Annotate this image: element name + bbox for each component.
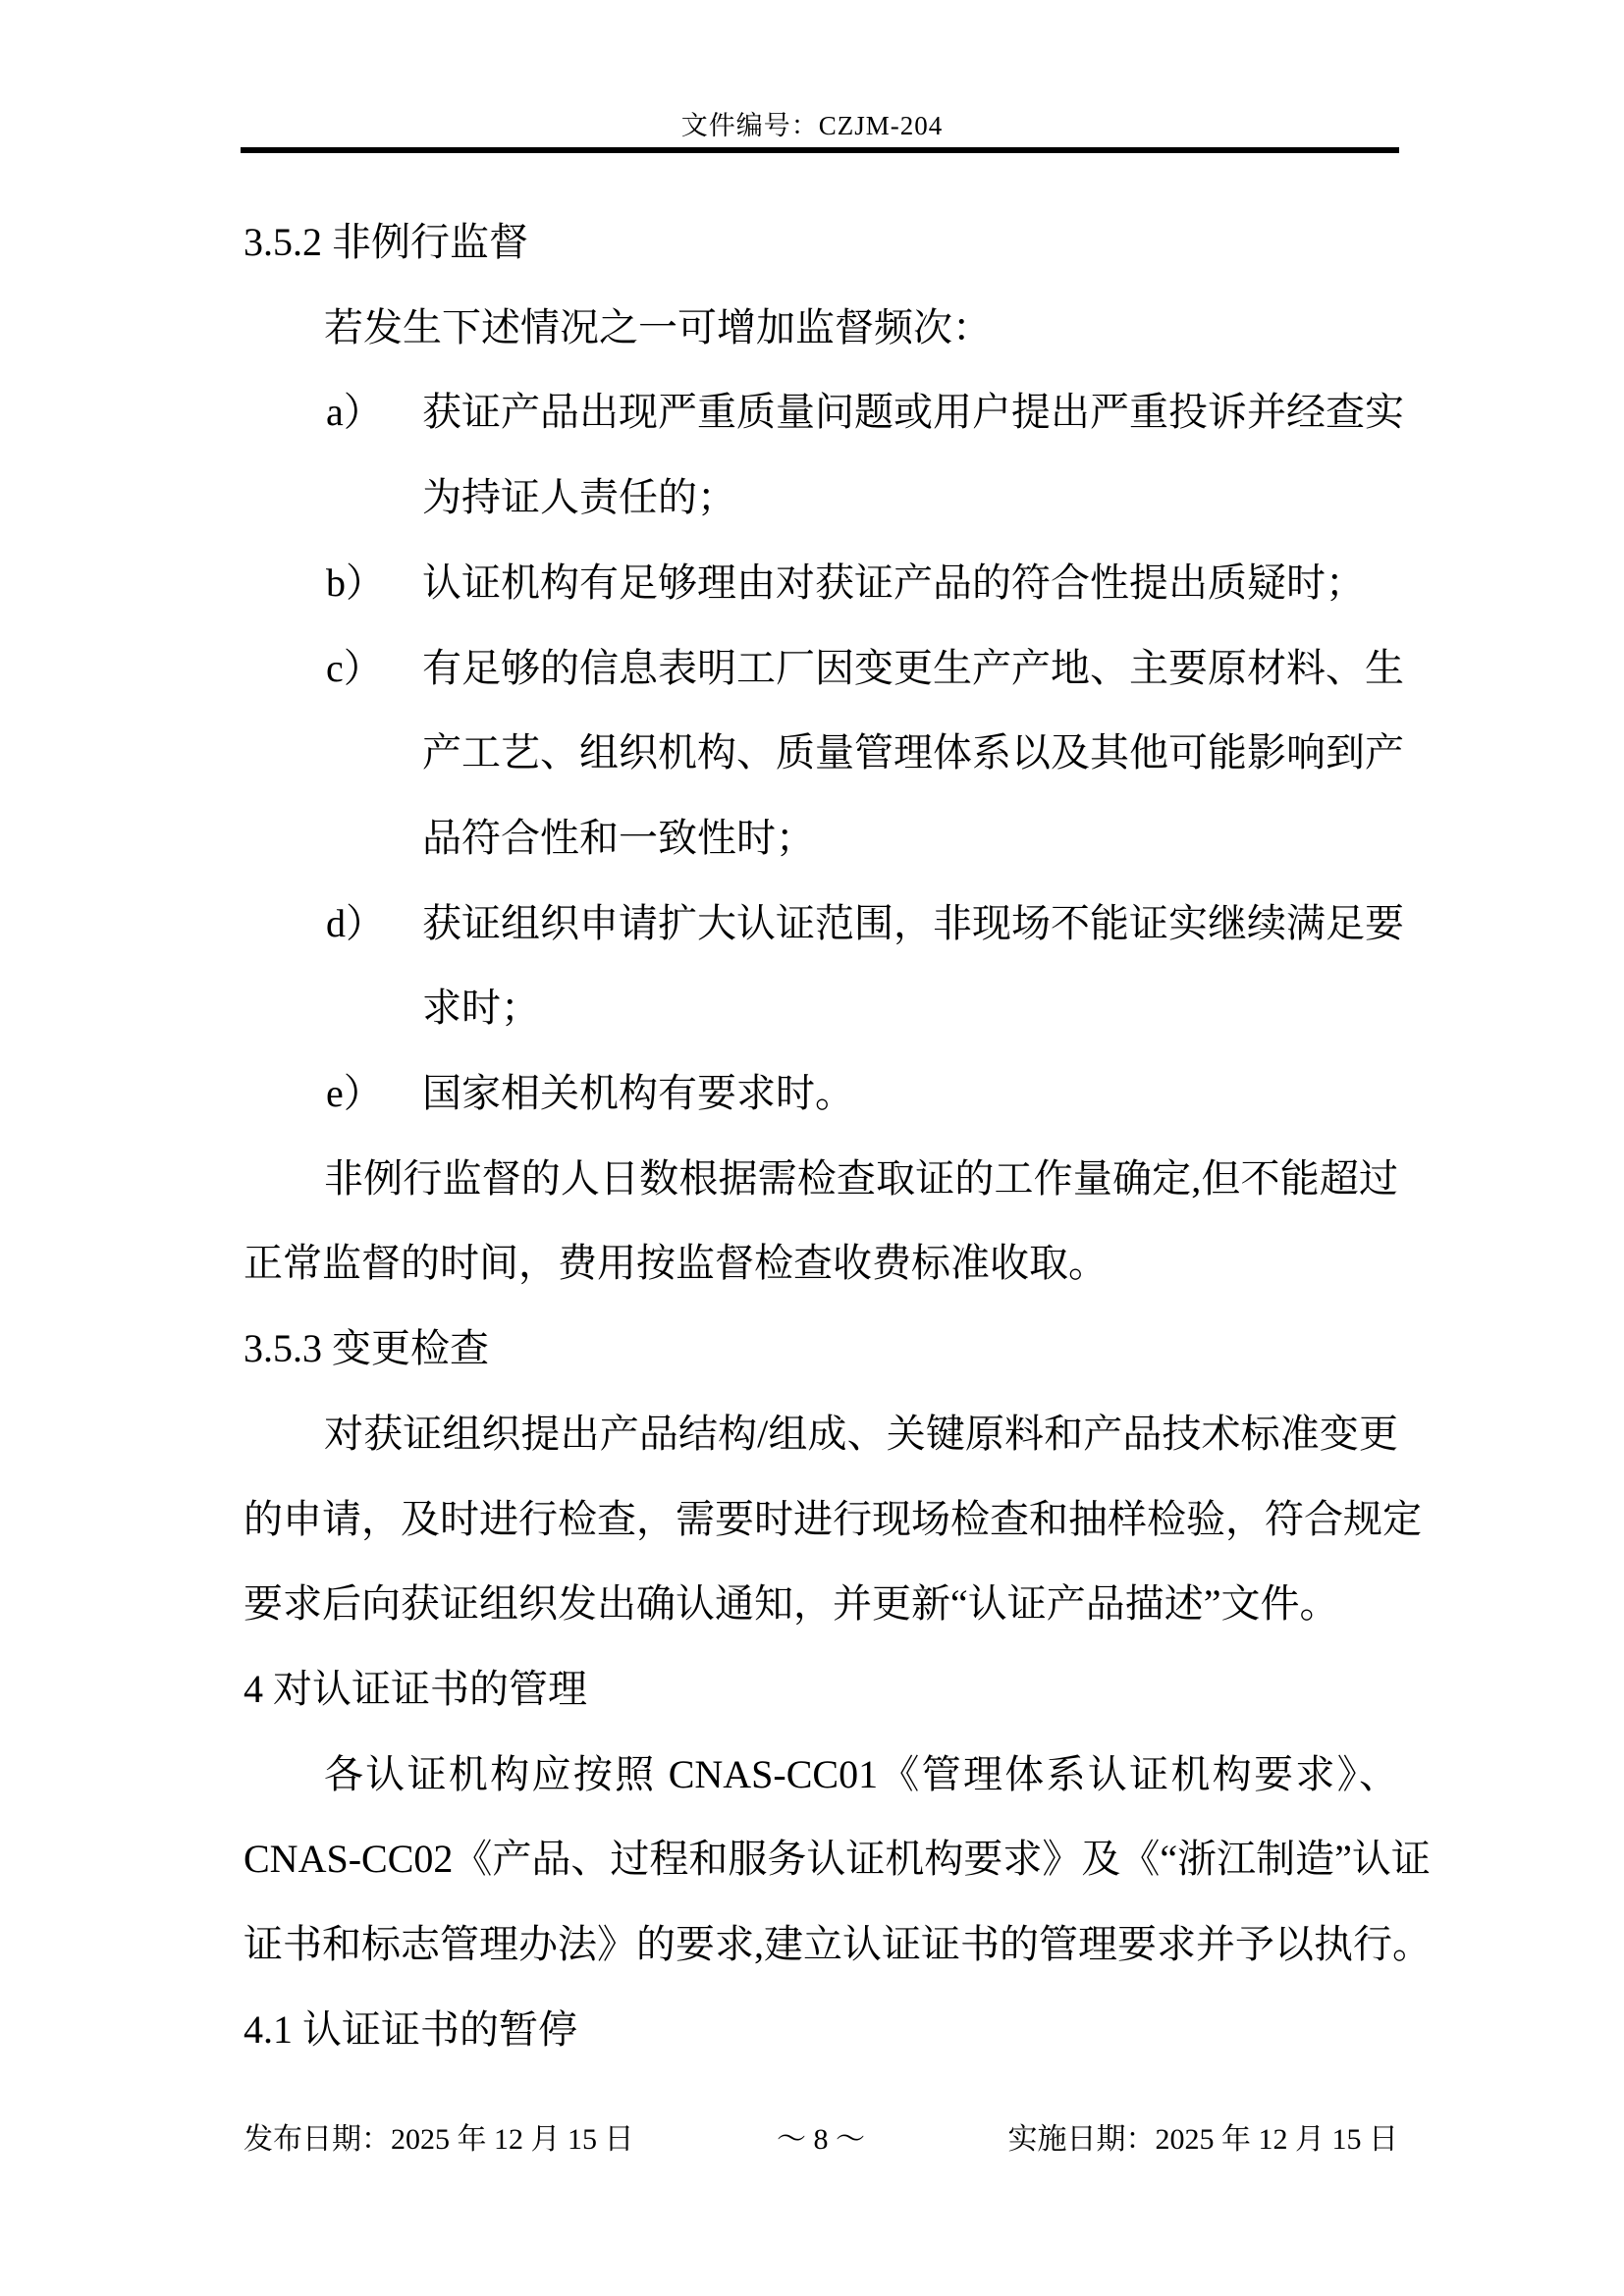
page-footer — [244, 2120, 1398, 2160]
text-line: 3.5.2 非例行监督 — [244, 220, 528, 264]
text-line: 证书和标志管理办法》的要求,建立认证证书的管理要求并予以执行。 — [244, 1922, 1432, 1966]
list-marker: a） — [326, 390, 383, 434]
list-item-text: 认证机构有足够理由对获证产品的符合性提出质疑时； — [422, 561, 1365, 605]
text-line: 4.1 认证证书的暂停 — [244, 2007, 577, 2052]
text-line: 的申请，及时进行检查，需要时进行现场检查和抽样检验，符合规定 — [244, 1497, 1422, 1541]
text-line: 4 对认证证书的管理 — [244, 1667, 587, 1711]
text-line: 正常监督的时间，费用按监督检查收费标准收取。 — [244, 1241, 1108, 1285]
text-line — [244, 387, 1404, 438]
text-line: 产工艺、组织机构、质量管理体系以及其他可能影响到产 — [422, 730, 1404, 774]
text-line: 品符合性和一致性时； — [422, 816, 815, 860]
list-item-text: 有足够的信息表明工厂因变更生产产地、主要原材料、生 — [422, 646, 1404, 690]
release-date: 发布日期：2025 年 12 月 15 日 — [244, 2123, 634, 2156]
text-line: 为持证人责任的； — [422, 475, 736, 519]
text-line — [244, 898, 1404, 949]
text-line: 求时； — [422, 986, 540, 1030]
list-marker: e） — [326, 1071, 383, 1115]
text-line: 要求后向获证组织发出确认通知，并更新“认证产品描述”文件。 — [244, 1581, 1339, 1626]
text-line: 非例行监督的人日数根据需检查取证的工作量确定,但不能超过 — [324, 1156, 1398, 1201]
text-line — [244, 1068, 1398, 1119]
text-line — [244, 643, 1404, 694]
header-doc-number: 文件编号：CZJM-204 — [680, 111, 944, 140]
implement-date: 实施日期：2025 年 12 月 15 日 — [1007, 2123, 1398, 2156]
list-item-text: 获证产品出现严重质量问题或用户提出严重投诉并经查实 — [422, 390, 1404, 434]
text-line: CNAS-CC02《产品、过程和服务认证机构要求》及《“浙江制造”认证 — [244, 1837, 1431, 1881]
text-line: 对获证组织提出产品结构/组成、关键原料和产品技术标准变更 — [324, 1412, 1398, 1456]
list-marker: d） — [326, 901, 385, 945]
text-line: 3.5.3 变更检查 — [244, 1326, 489, 1370]
text-line — [244, 558, 1398, 609]
text-line: 各认证机构应按照 CNAS-CC01《管理体系认证机构要求》、 — [324, 1752, 1398, 1796]
text-line: 若发生下述情况之一可增加监督频次： — [324, 305, 992, 349]
list-marker: b） — [326, 561, 385, 605]
list-item-text: 获证组织申请扩大认证范围，非现场不能证实继续满足要 — [422, 901, 1404, 945]
list-marker: c） — [326, 646, 383, 690]
list-item-text: 国家相关机构有要求时。 — [422, 1071, 854, 1115]
page-number: ～ 8 ～ — [777, 2123, 865, 2156]
document-body — [244, 0, 1432, 2061]
